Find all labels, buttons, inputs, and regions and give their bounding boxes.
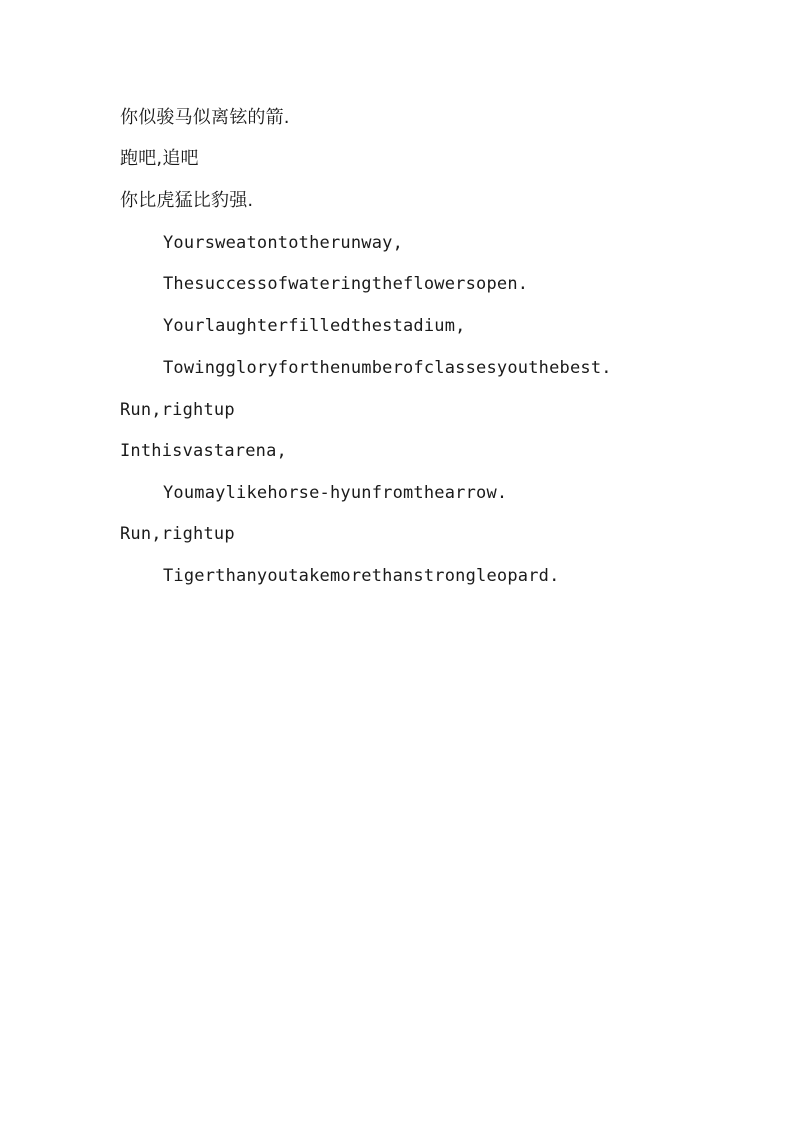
text-line: 你似骏马似离铉的箭. <box>120 107 290 128</box>
text-line: Youmaylikehorse-hyunfromthearrow. <box>163 483 508 503</box>
text-line: Thesuccessofwateringtheflowersopen. <box>163 274 529 294</box>
text-line: Inthisvastarena, <box>120 441 287 461</box>
text-line: Yoursweatontotherunway, <box>163 233 404 253</box>
text-line: Towinggloryforthenumberofclassesyouthebest. <box>163 358 612 378</box>
text-line: Yourlaughterfilledthestadium, <box>163 316 466 336</box>
text-line: Run,rightup <box>120 524 235 544</box>
text-line: 你比虎猛比豹强. <box>120 190 254 211</box>
text-line: Run,rightup <box>120 400 235 420</box>
text-line: Tigerthanyoutakemorethanstrongleopard. <box>163 566 560 586</box>
text-line: 跑吧,追吧 <box>120 148 199 169</box>
